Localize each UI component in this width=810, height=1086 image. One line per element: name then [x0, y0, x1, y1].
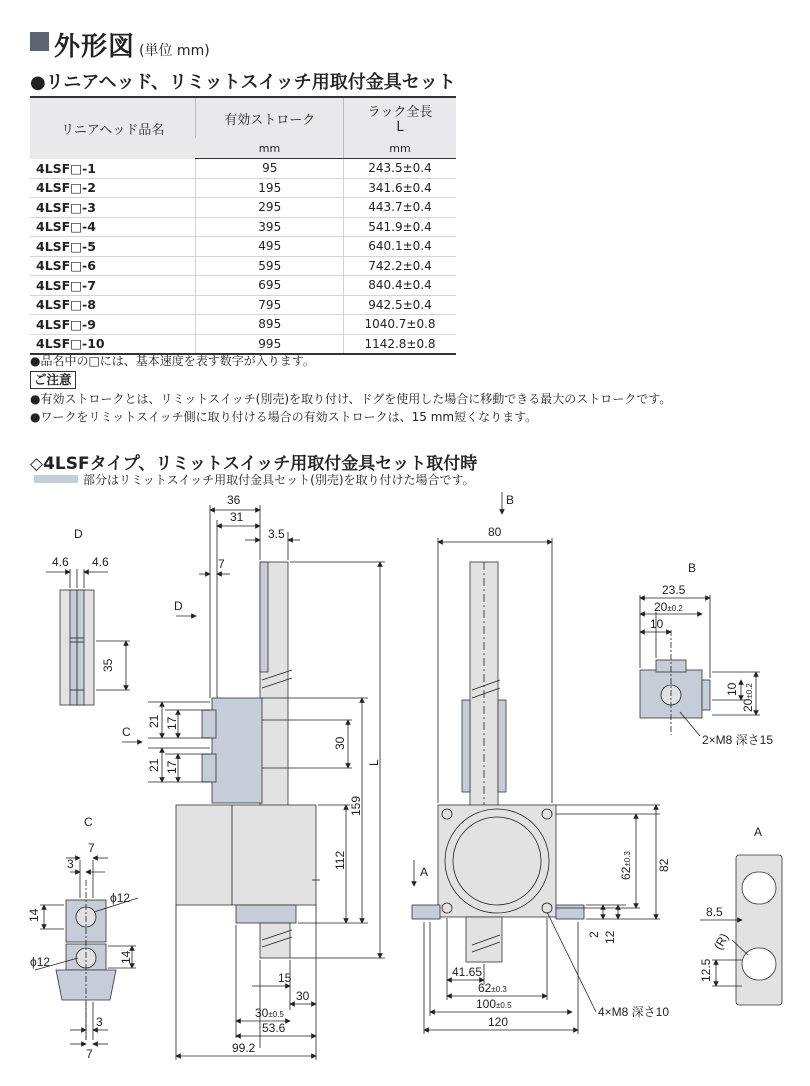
table-row: 4LSF□-10 995 1142.8±0.8	[30, 334, 456, 354]
table-row: 4LSF□-1 95 243.5±0.4	[30, 159, 456, 179]
dim-text: 4.6	[92, 555, 109, 569]
caution-note-2: ●ワークをリミットスイッチ側に取り付ける場合の有効ストロークは、15 mm短くなります。	[30, 410, 538, 424]
dim-text: 20±0.2	[741, 683, 755, 712]
table-row: 4LSF□-3 295 443.7±0.4	[30, 198, 456, 218]
dim-text: 21	[147, 758, 161, 772]
dim-text: 99.2	[232, 1041, 256, 1055]
dim-text: 4.6	[52, 555, 69, 569]
dim-text: 10	[650, 617, 664, 631]
dim-text: 53.6	[262, 1021, 286, 1035]
view-a-label: A	[754, 825, 763, 839]
unit-rack: mm	[344, 138, 456, 159]
arrow-b-label: B	[506, 493, 515, 507]
table-row: 4LSF□-6 595 742.2±0.4	[30, 256, 456, 276]
col-header-model: リニアヘッド品名	[30, 97, 196, 159]
table-row: 4LSF□-2 195 341.6±0.4	[30, 178, 456, 198]
table-row: 4LSF□-8 795 942.5±0.4	[30, 295, 456, 315]
dim-text: 3.5	[268, 527, 285, 541]
dim-text: 35	[101, 658, 115, 672]
dim-text: 30±0.5	[255, 1006, 284, 1020]
dim-text: 12	[603, 930, 617, 944]
dim-text: ϕ12	[110, 891, 131, 905]
dim-text: 10	[725, 682, 739, 696]
dim-text: (R)	[710, 930, 732, 953]
dim-text: 62±0.3	[478, 981, 507, 995]
dim-text: 100±0.5	[476, 997, 512, 1011]
dim-text: 15	[278, 971, 292, 985]
dim-text: ϕ12	[30, 955, 51, 969]
dim-text: 20±0.2	[654, 600, 683, 614]
front-view-drawing	[412, 492, 660, 1034]
dim-text: 7	[88, 841, 95, 855]
dim-text: 30	[333, 736, 347, 750]
table-row: 4LSF□-7 695 840.4±0.4	[30, 276, 456, 296]
legend-text: 部分はリミットスイッチ用取付金具セット(別売)を取り付けた場合です。	[83, 473, 475, 487]
dim-text: 3	[67, 857, 74, 871]
caution-label: ご注意	[30, 371, 76, 389]
dim-text: 12.5	[699, 958, 713, 982]
dim-text: 2×M8 深さ15	[702, 733, 774, 747]
page-title: 外形図 (単位 mm)	[54, 32, 210, 62]
table-row: 4LSF□-4 395 541.9±0.4	[30, 217, 456, 237]
dim-text: 120	[488, 1015, 509, 1029]
dim-text: 31	[230, 510, 244, 524]
dim-text: 62±0.3	[619, 851, 633, 880]
dim-text: 23.5	[662, 583, 686, 597]
section-title-1: ●リニアヘッド、リミットスイッチ用取付金具セット	[30, 72, 456, 93]
col-header-rack: ラック全長 L	[344, 97, 456, 138]
dim-text: 3	[96, 1015, 103, 1029]
dim-text: 80	[488, 525, 502, 539]
section-title-2: ◇4LSFタイプ、リミットスイッチ用取付金具セット取付時	[30, 454, 478, 474]
dim-text: 30	[296, 989, 310, 1003]
arrow-a-label: A	[420, 865, 429, 879]
dim-text: 36	[227, 493, 241, 507]
view-b-label: B	[688, 561, 697, 575]
dim-text: 17	[165, 716, 179, 730]
dim-text: 17	[165, 760, 179, 774]
dim-text: 21	[147, 714, 161, 728]
view-d-label: D	[74, 527, 83, 541]
side-view-drawing	[122, 505, 385, 1060]
caution-note-1: ●有効ストロークとは、リミットスイッチ(別売)を取り付け、ドグを使用した場合に移動できる最大のストロークです。	[30, 392, 672, 406]
col-header-stroke: 有効ストローク	[196, 97, 344, 138]
dim-text: 82	[657, 858, 671, 872]
unit-stroke: mm	[196, 138, 344, 159]
view-c-label: C	[84, 815, 93, 829]
dim-text: 159	[349, 795, 363, 816]
model-note: ●品名中の□には、基本速度を表す数字が入ります。	[30, 354, 315, 368]
dim-text: 112	[333, 850, 347, 870]
table-row: 4LSF□-9 895 1040.7±0.8	[30, 315, 456, 335]
table-row: 4LSF□-5 495 640.1±0.4	[30, 237, 456, 257]
unit-label: (単位 mm)	[139, 43, 210, 59]
arrow-d-label: D	[174, 599, 183, 613]
dim-text: 2	[587, 931, 601, 938]
dim-text: 4×M8 深さ10	[598, 1005, 670, 1019]
dim-text: 41.65	[452, 965, 483, 979]
dim-text: 8.5	[706, 905, 723, 919]
dim-text: 14	[119, 950, 133, 964]
dim-text: 7	[218, 557, 225, 571]
view-d-drawing	[46, 569, 130, 705]
arrow-c-label: C	[122, 725, 131, 739]
dim-text: 14	[27, 908, 41, 922]
dim-text: 7	[86, 1047, 93, 1061]
col-header-rack-sym: L	[396, 120, 404, 135]
dim-text: L	[367, 759, 381, 766]
